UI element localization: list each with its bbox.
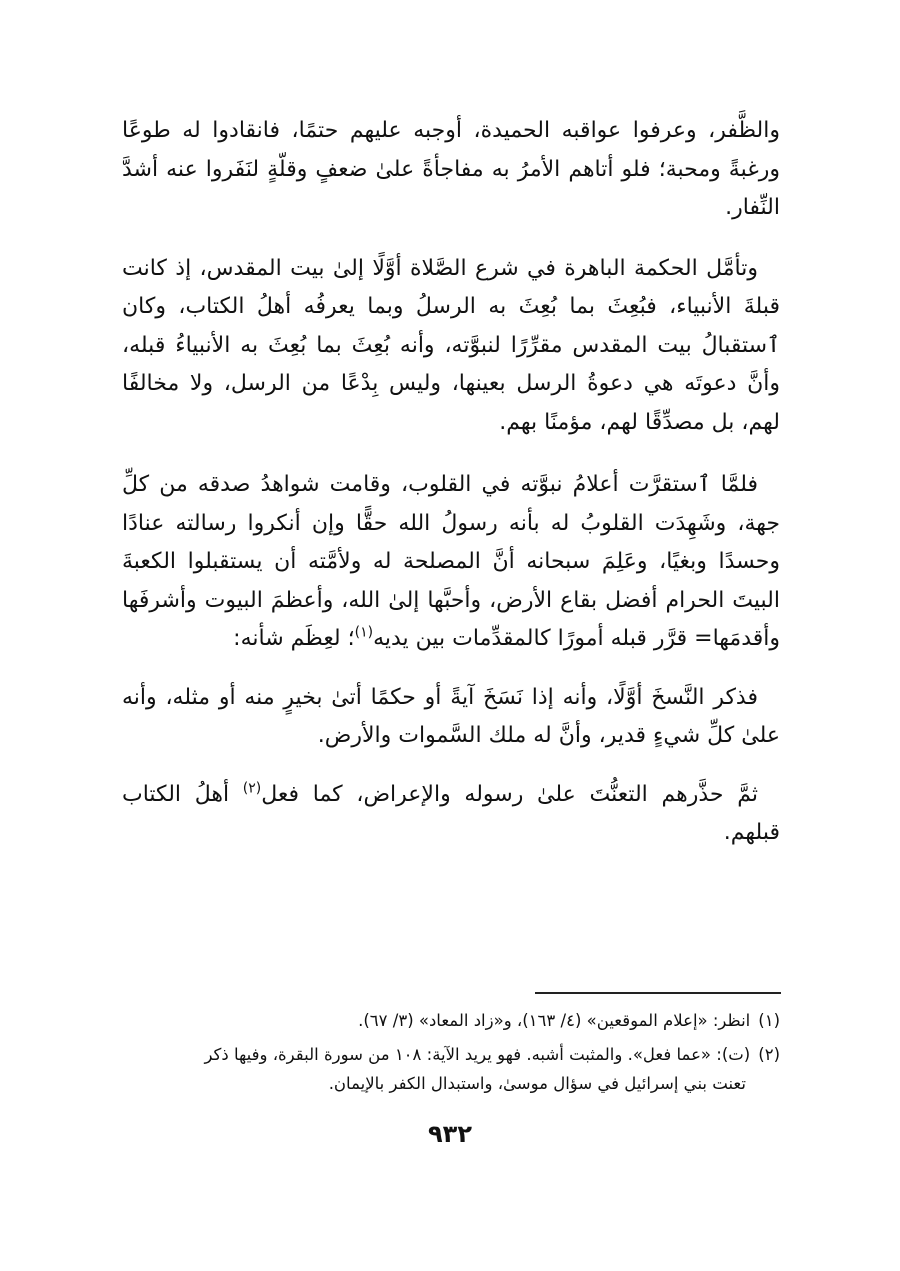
footnotes-section (122, 1006, 780, 1103)
paragraph-2 (122, 250, 780, 443)
footnote-marker-2[interactable]: (٢) (242, 780, 262, 797)
footnote-2-text: (ت): «عما فعل». والمثبت أشبه. فهو يريد الآية: ١٠٨ من سورة البقرة، وفيها ذكر (204, 1045, 751, 1064)
footnote-1 (122, 1006, 780, 1035)
paragraph-3-text: فلمَّا ٱستقرَّت أعلامُ نبوَّته في القلوب، وقامت شواهدُ صدقه من كلِّ جهة، وشَهِدَت القلوبُ له بأنه رسولُ الله حقًّا وإن أنكروا رسالته عنادًا وحسدًا وبغيًا، وعَلِمَ سبحانه أنَّ المصلحة له ولأمَّته أن يستقبلوا الكعبةَ البيتَ الحرام أفضل بقاع الأرض، وأحبَّها إلىٰ الله، وأعظمَ البيوت وأشرفَها وأقدمَها= قرَّر قبله أمورًا كالمقدِّمات بين يديه (122, 472, 780, 651)
footnote-2-continuation: تعنت بني إسرائيل في سؤال موسىٰ، واستبدال الكفر بالإيمان. (328, 1074, 746, 1093)
footnote-2-number: (٢) (758, 1045, 780, 1064)
footnote-divider (535, 992, 781, 994)
paragraph-4 (122, 679, 780, 756)
paragraph-5-text: ثمَّ حذَّرهم التعنُّتَ علىٰ رسوله والإعراض، كما فعل (261, 781, 758, 807)
paragraph-3-tail: ؛ لعِظَم شأنه: (233, 626, 355, 651)
footnote-2 (122, 1040, 780, 1098)
footnote-marker-1[interactable]: (١) (354, 624, 374, 641)
paragraph-1 (122, 112, 780, 228)
page-number: ٩٣٢ (428, 1120, 472, 1148)
paragraph-5 (122, 776, 780, 853)
paragraph-2-text: وتأمَّل الحكمة الباهرة في شرع الصَّلاة أوَّلًا إلىٰ بيت المقدس، إذ كانت قبلةَ الأنبياء، فبُعِثَ بما بُعِثَ به الرسلُ وبما يعرفُه أهلُ الكتاب، وكان ٱستقبالُ بيت المقدس مقرِّرًا لنبوَّته، وأنه بُعِثَ بما بُعِثَ به الأنبياءُ قبله، وأنَّ دعوتَه هي دعوةُ الرسل بعينها، وليس بِدْعًا من الرسل، ولا مخالفًا لهم، بل مصدِّقًا لهم، مؤمنًا بهم. (122, 255, 780, 435)
paragraph-5-tail: أهلُ الكتاب قبلهم. (122, 781, 780, 845)
paragraph-3 (122, 466, 780, 659)
footnote-1-number: (١) (758, 1011, 780, 1030)
paragraph-1-text: والظَّفر، وعرفوا عواقبه الحميدة، أوجبه عليهم حتمًا، فانقادوا له طوعًا ورغبةً ومحبة؛ فلو أتاهم الأمرُ به مفاجأةً علىٰ ضعفٍ وقلّةٍ لنَفَروا عنه أشدَّ النِّفار. (122, 118, 780, 220)
paragraph-4-text: فذكر النَّسخَ أوَّلًا، وأنه إذا نَسَخَ آيةً أو حكمًا أتىٰ بخيرٍ منه أو مثله، وأنه علىٰ كلِّ شيءٍ قدير، وأنَّ له ملك السَّموات والأرض. (122, 684, 780, 748)
footnote-1-text: انظر: «إعلام الموقعين» (٤/ ١٦٣)، و«زاد المعاد» (٣/ ٦٧). (358, 1011, 751, 1030)
page-body (122, 112, 780, 877)
